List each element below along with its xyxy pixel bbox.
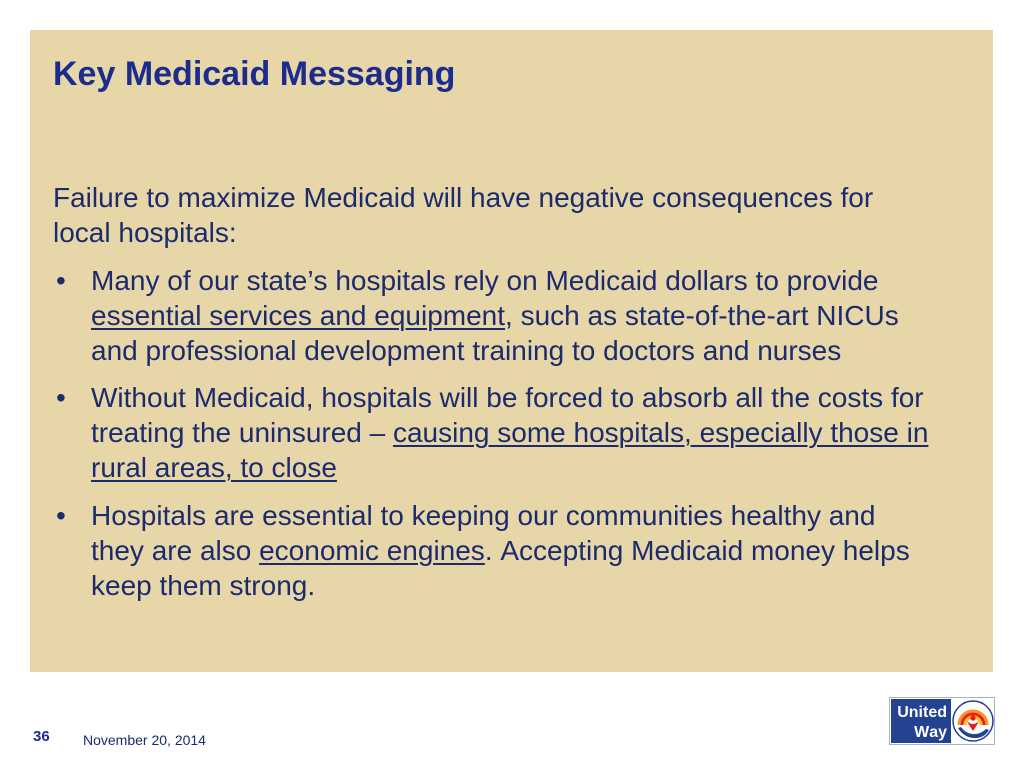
bullet-text: Hospitals are essential to keeping our communities healthy and they are also bbox=[91, 499, 876, 566]
bullet-item bbox=[53, 380, 932, 485]
bullet-marker: • bbox=[56, 499, 66, 531]
bullet-marker: • bbox=[56, 264, 66, 296]
bullet-text: Many of our state’s hospitals rely on Medicaid dollars to provide bbox=[91, 264, 879, 296]
slide-title: Key Medicaid Messaging bbox=[53, 55, 456, 93]
bullet-item bbox=[53, 263, 932, 368]
bullet-emphasis: causing some hospitals, especially those in rural areas, to close bbox=[91, 417, 929, 483]
hand-person-rainbow-icon bbox=[953, 701, 993, 741]
slide-number: 36 bbox=[33, 728, 50, 745]
intro-paragraph: Failure to maximize Medicaid will have negative consequences for local hospitals: bbox=[53, 182, 874, 248]
logo-text-way: Way bbox=[914, 724, 947, 741]
logo-text-united: United bbox=[897, 704, 947, 721]
slide-date: November 20, 2014 bbox=[83, 732, 206, 748]
bullet-item bbox=[53, 498, 932, 603]
slide-body bbox=[53, 180, 932, 603]
bullet-marker: • bbox=[56, 382, 66, 413]
bullet-text: . Accepting Medicaid money helps keep them strong. bbox=[91, 534, 910, 601]
bullet-text: Without Medicaid, hospitals will be forced to absorb all the costs for treating the uninsured – bbox=[91, 382, 924, 448]
united-way-logo bbox=[889, 697, 995, 745]
bullet-emphasis: economic engines bbox=[259, 534, 485, 566]
bullet-emphasis: essential services and equipment bbox=[91, 299, 506, 331]
bullet-text: , such as state-of-the-art NICUs and professional development training to doctors and nurses bbox=[91, 299, 899, 366]
bullet-list bbox=[53, 263, 932, 603]
